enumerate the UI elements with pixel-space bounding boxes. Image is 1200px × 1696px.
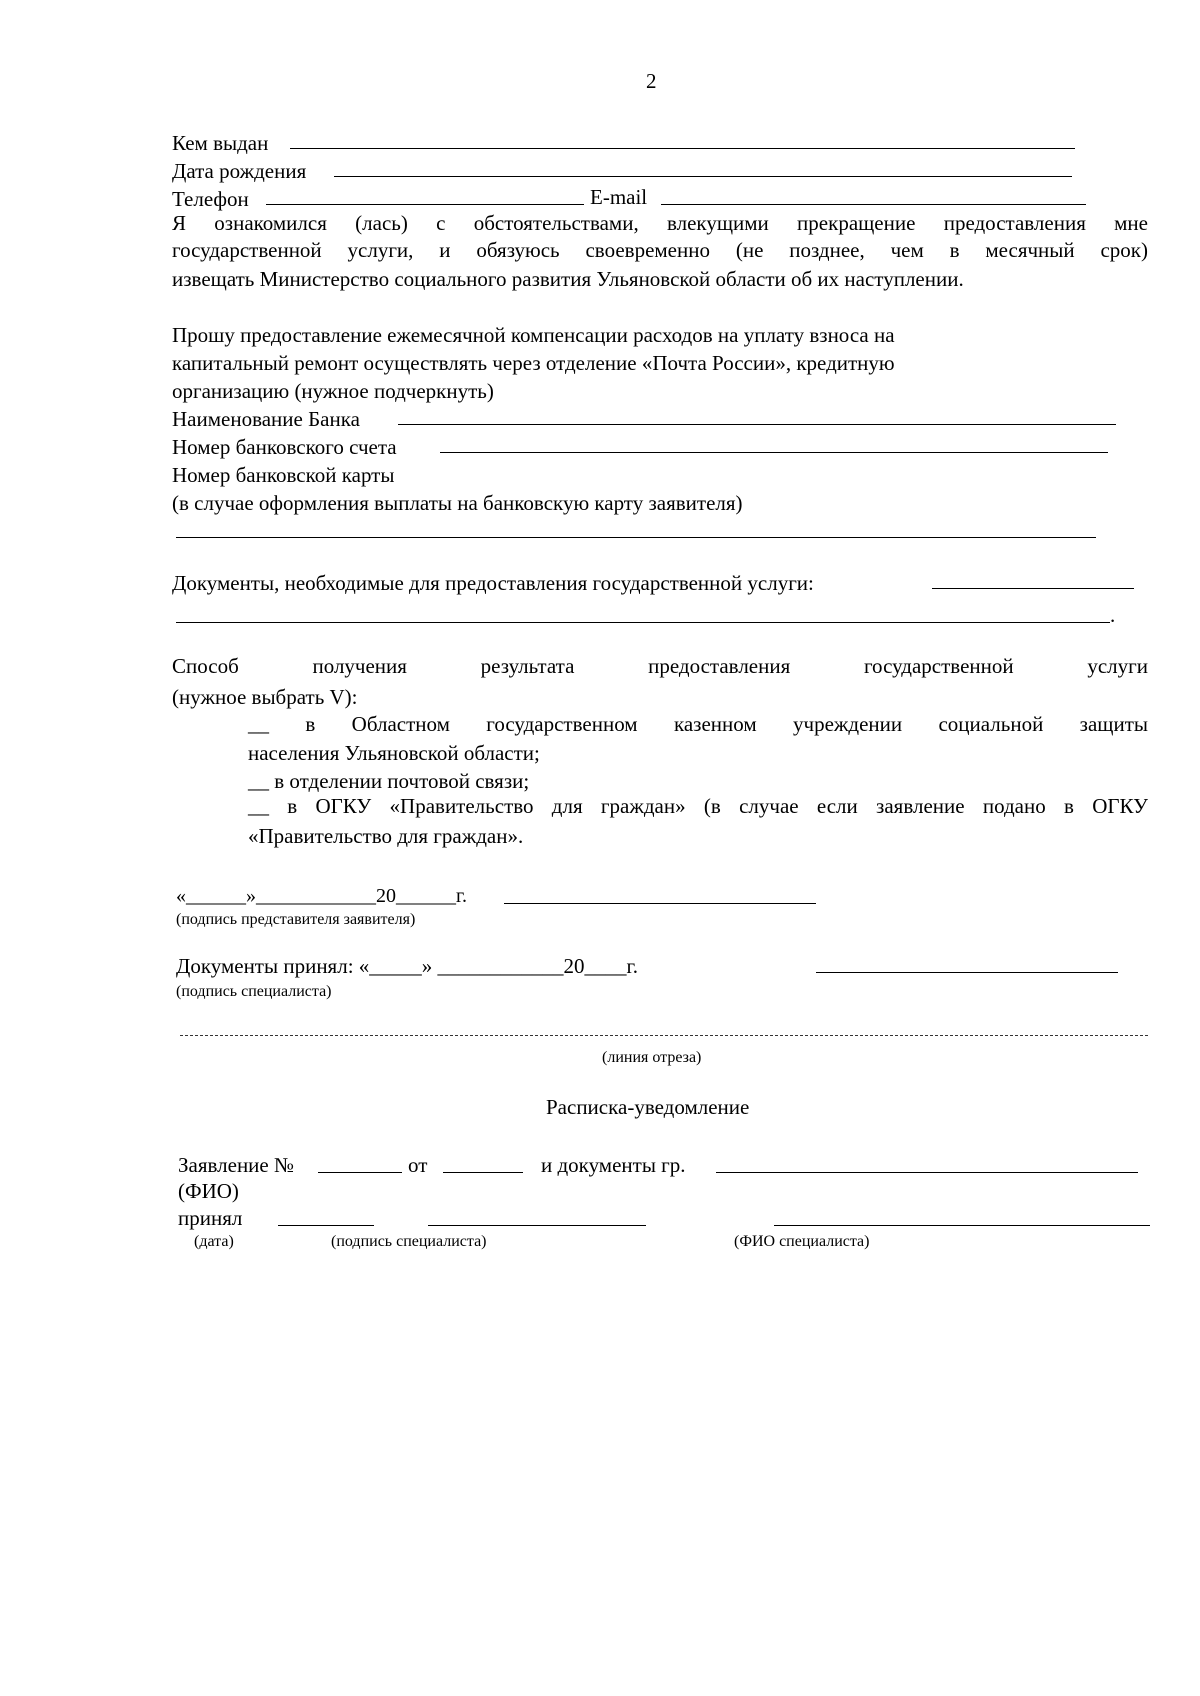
option-1-line-2: населения Ульяновской области; [248,741,540,765]
receipt-title: Расписка-уведомление [546,1095,750,1119]
option-1-line-1[interactable]: __ в Областном государственном казенном учреждении социальной защиты [248,712,1148,736]
fio-label: (ФИО) [178,1179,239,1203]
bank-name-label: Наименование Банка [172,407,360,431]
receipt-date-line[interactable] [278,1225,374,1226]
citizen-name-line[interactable] [716,1172,1138,1173]
option-3-line-1[interactable]: __ в ОГКУ «Правительство для граждан» (в случае если заявление подано в ОГКУ [248,794,1148,818]
card-number-line[interactable] [176,537,1096,538]
method-line-2: (нужное выбрать V): [172,685,358,709]
birth-date-line[interactable] [334,176,1072,177]
accepted-label[interactable]: Документы принял: «_____» ____________20____г. [176,954,639,978]
birth-date-label: Дата рождения [172,159,307,183]
specialist-signature-line[interactable] [816,972,1118,973]
issued-by-label: Кем выдан [172,131,269,155]
documents-line-2[interactable] [176,622,1110,623]
phone-label: Телефон [172,187,249,211]
option-2[interactable]: __ в отделении почтовой связи; [248,769,530,793]
specialist-signature-caption: (подпись специалиста) [176,983,332,1000]
request-line-1: Прошу предоставление ежемесячной компенсации расходов на уплату взноса на [172,323,895,347]
request-line-2: капитальный ремонт осуществлять через отделение «Почта России», кредитную [172,351,895,375]
accepted-by-label: принял [178,1206,243,1230]
from-label: от [408,1153,428,1177]
email-label: E-mail [590,185,648,209]
documents-label: Документы, необходимые для предоставления государственной услуги: [172,571,814,595]
ack-line-2: государственной услуги, и обязуюсь своевременно (не позднее, чем в месячный срок) [172,238,1148,262]
documents-citizen-label: и документы гр. [541,1153,686,1177]
application-number-line[interactable] [318,1172,402,1173]
page-number: 2 [646,69,657,93]
specialist-name-caption: (ФИО специалиста) [734,1233,870,1250]
method-line-1: Способ получения результата предоставления государственной услуги [172,654,1148,678]
request-line-3: организацию (нужное подчеркнуть) [172,379,494,403]
ack-line-3: извещать Министерство социального развития Ульяновской области об их наступлении. [172,267,964,291]
from-date-line[interactable] [443,1172,523,1173]
documents-line-1[interactable] [932,588,1134,589]
applicant-signature-caption: (подпись представителя заявителя) [176,911,416,928]
account-number-line[interactable] [440,452,1108,453]
email-line[interactable] [661,204,1086,205]
receipt-specialist-name-line[interactable] [774,1225,1150,1226]
date-caption: (дата) [194,1233,234,1250]
applicant-signature-line[interactable] [504,903,816,904]
issued-by-line[interactable] [290,148,1075,149]
bank-name-line[interactable] [398,424,1116,425]
signature-caption: (подпись специалиста) [331,1233,487,1250]
applicant-date[interactable]: «______»____________20______г. [176,885,467,907]
account-number-label: Номер банковского счета [172,435,397,459]
documents-end-dot: . [1110,603,1116,627]
card-number-label: Номер банковской карты [172,463,395,487]
phone-line[interactable] [266,204,584,205]
application-number-label: Заявление № [178,1153,295,1177]
card-note: (в случае оформления выплаты на банковскую карту заявителя) [172,491,743,515]
cut-line-caption: (линия отреза) [602,1049,702,1066]
ack-line-1: Я ознакомился (лась) с обстоятельствами, влекущими прекращение предоставления мне [172,211,1148,235]
option-3-line-2: «Правительство для граждан». [248,824,524,848]
cut-line [180,1035,1148,1036]
receipt-signature-line[interactable] [428,1225,646,1226]
